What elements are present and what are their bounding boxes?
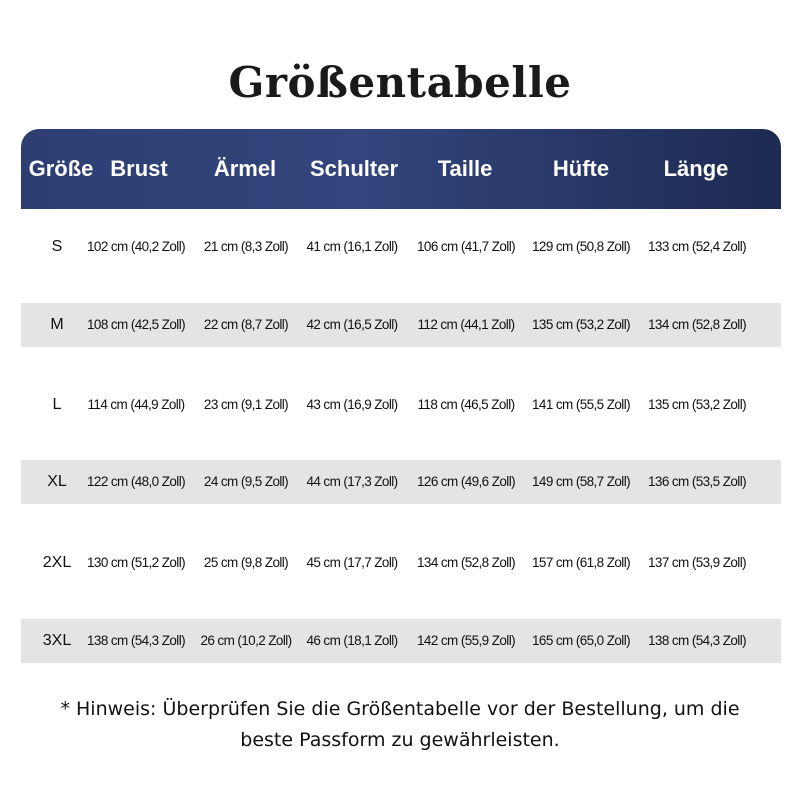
- table-cell: 23 cm (9,1 Zoll): [203, 397, 289, 412]
- size-label: M: [50, 316, 64, 333]
- table-cell: 108 cm (42,5 Zoll): [87, 317, 185, 332]
- size-label: 3XL: [42, 632, 72, 649]
- table-cell: 44 cm (17,3 Zoll): [306, 474, 398, 489]
- table-cell: 126 cm (49,6 Zoll): [417, 474, 515, 489]
- table-cell: 122 cm (48,0 Zoll): [87, 474, 185, 489]
- size-label: S: [51, 238, 63, 255]
- table-cell: 112 cm (44,1 Zoll): [417, 317, 515, 332]
- table-cell: 24 cm (9,5 Zoll): [203, 474, 289, 489]
- table-cell: 137 cm (53,9 Zoll): [648, 555, 746, 570]
- column-header: Schulter: [309, 156, 399, 181]
- table-cell: 165 cm (65,0 Zoll): [532, 633, 630, 648]
- table-cell: 114 cm (44,9 Zoll): [87, 397, 185, 412]
- size-label: 2XL: [42, 554, 72, 571]
- table-cell: 135 cm (53,2 Zoll): [532, 317, 630, 332]
- table-cell: 157 cm (61,8 Zoll): [532, 555, 630, 570]
- table-cell: 26 cm (10,2 Zoll): [200, 633, 292, 648]
- note-line-1: * Hinweis: Überprüfen Sie die Größentabelle vor der Bestellung, um die: [60, 698, 740, 720]
- table-cell: 42 cm (16,5 Zoll): [306, 317, 398, 332]
- table-row: [21, 303, 781, 347]
- table-cell: 45 cm (17,7 Zoll): [306, 555, 398, 570]
- column-header: Brust: [110, 156, 168, 181]
- column-header: Ärmel: [213, 156, 277, 181]
- table-cell: 149 cm (58,7 Zoll): [532, 474, 630, 489]
- table-cell: 22 cm (8,7 Zoll): [203, 317, 289, 332]
- table-cell: 142 cm (55,9 Zoll): [417, 633, 515, 648]
- note: [40, 694, 760, 756]
- table-cell: 102 cm (40,2 Zoll): [87, 239, 185, 254]
- size-label: XL: [47, 473, 67, 490]
- table-row: [21, 541, 781, 585]
- table-cell: 141 cm (55,5 Zoll): [532, 397, 630, 412]
- column-header: Hüfte: [552, 156, 610, 181]
- table-cell: 118 cm (46,5 Zoll): [417, 397, 515, 412]
- table-cell: 134 cm (52,8 Zoll): [648, 317, 746, 332]
- table-header: [21, 129, 781, 209]
- table-row: [21, 460, 781, 504]
- table-cell: 43 cm (16,9 Zoll): [306, 397, 398, 412]
- table-cell: 129 cm (50,8 Zoll): [532, 239, 630, 254]
- column-header: Größe: [28, 156, 94, 181]
- table-row: [21, 383, 781, 427]
- table-row: [21, 619, 781, 663]
- column-header: Länge: [663, 156, 729, 181]
- table-cell: 133 cm (52,4 Zoll): [648, 239, 746, 254]
- table-cell: 130 cm (51,2 Zoll): [87, 555, 185, 570]
- table-cell: 134 cm (52,8 Zoll): [417, 555, 515, 570]
- page-title: Größentabelle: [228, 58, 572, 107]
- table-cell: 138 cm (54,3 Zoll): [87, 633, 185, 648]
- column-header: Taille: [437, 156, 493, 181]
- table-cell: 138 cm (54,3 Zoll): [648, 633, 746, 648]
- size-label: L: [52, 396, 62, 413]
- table-cell: 41 cm (16,1 Zoll): [306, 239, 398, 254]
- table-cell: 46 cm (18,1 Zoll): [306, 633, 398, 648]
- table-cell: 25 cm (9,8 Zoll): [203, 555, 289, 570]
- table-cell: 135 cm (53,2 Zoll): [648, 397, 746, 412]
- table-cell: 136 cm (53,5 Zoll): [648, 474, 746, 489]
- note-line-2: beste Passform zu gewährleisten.: [240, 729, 560, 751]
- size-table: [21, 129, 781, 649]
- table-cell: 106 cm (41,7 Zoll): [417, 239, 515, 254]
- table-cell: 21 cm (8,3 Zoll): [203, 239, 289, 254]
- table-row: [21, 225, 781, 269]
